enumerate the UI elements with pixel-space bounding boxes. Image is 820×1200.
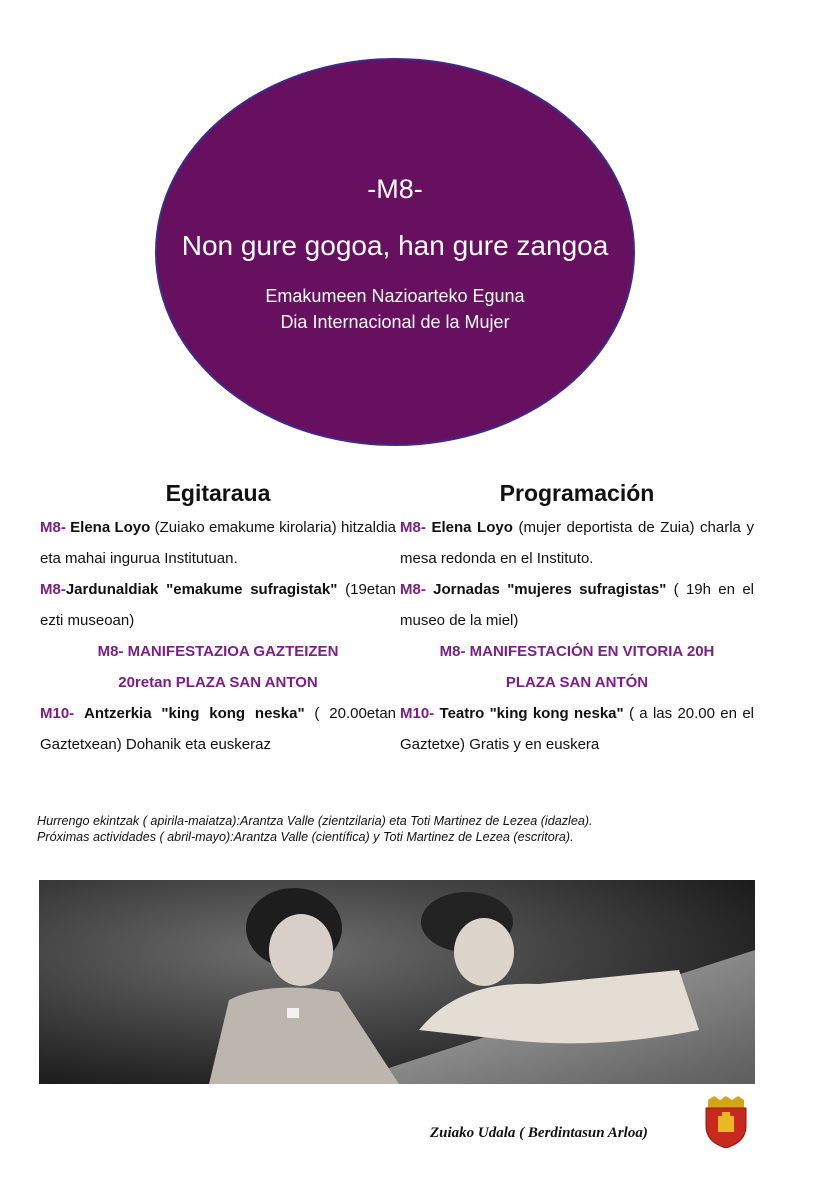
item-theatre-es [400, 698, 754, 760]
coat-of-arms-icon [702, 1096, 750, 1148]
item-text: (19etan ezti museoan) [40, 581, 396, 629]
item-tag: M8- [40, 581, 66, 598]
note-es: Próximas actividades ( abril-mayo):Arantza Valle (científica) y Toti Martinez de Lezea (escritora). [37, 830, 574, 844]
item-text: (mujer deportista de Zuia) charla y mesa redonda en el Instituto. [400, 519, 754, 567]
item-text: ( 19h en el museo de la miel) [400, 581, 754, 629]
item-title: Antzerkia "king kong neska" [84, 705, 305, 722]
item-title: Teatro "king kong neska" [439, 705, 624, 722]
item-theatre-eu [40, 698, 396, 760]
manif-line1-eu: M8- MANIFESTAZIOA GAZTEIZEN [97, 643, 339, 660]
item-text: ( 20.00etan Gaztetxean) Dohanik eta euskeraz [40, 705, 396, 753]
slogan: Non gure gogoa, han gure zangoa [181, 230, 609, 261]
program-basque [40, 478, 396, 760]
photo-illustration [39, 880, 755, 1084]
item-title: Jornadas "mujeres sufragistas" [433, 581, 667, 598]
historic-photo [39, 880, 755, 1084]
upcoming-notes [37, 813, 755, 845]
heading-spanish: Programación [499, 480, 655, 506]
item-elena-loyo-eu [40, 512, 396, 574]
footer-credit: Zuiako Udala ( Berdintasun Arloa) [430, 1125, 648, 1141]
item-sufragistak-eu [40, 574, 396, 636]
item-sufragistas-es [400, 574, 754, 636]
item-text: ( a las 20.00 en el Gaztetxe) Gratis y en euskera [400, 705, 754, 753]
item-tag: M8- [40, 519, 66, 536]
manif-line1-es: M8- MANIFESTACIÓN EN VITORIA 20H [439, 643, 715, 660]
manif-line2-eu: 20retan PLAZA SAN ANTON [118, 674, 318, 691]
subtitle-es: Dia Internacional de la Mujer [280, 312, 510, 332]
item-tag: M10- [40, 705, 75, 722]
item-tag: M10- [400, 705, 435, 722]
item-name: Elena Loyo [70, 519, 151, 536]
item-title: Jardunaldiak "emakume sufragistak" [65, 581, 338, 598]
item-tag: M8- [400, 519, 426, 536]
item-elena-loyo-es [400, 512, 754, 574]
subtitle-eu: Emakumeen Nazioarteko Eguna [265, 286, 525, 306]
event-tag: -M8- [367, 174, 423, 204]
item-tag: M8- [400, 581, 426, 598]
manif-line2-es: PLAZA SAN ANTÓN [505, 674, 649, 691]
heading-basque: Egitaraua [165, 480, 271, 506]
item-name: Elena Loyo [431, 519, 513, 536]
item-text: (Zuiako emakume kirolaria) hitzaldia eta mahai ingurua Institutuan. [40, 519, 396, 567]
note-eu: Hurrengo ekintzak ( apirila-maiatza):Arantza Valle (zientzilaria) eta Toti Martinez de Lezea (idazlea). [37, 814, 593, 828]
program-spanish [400, 478, 754, 760]
